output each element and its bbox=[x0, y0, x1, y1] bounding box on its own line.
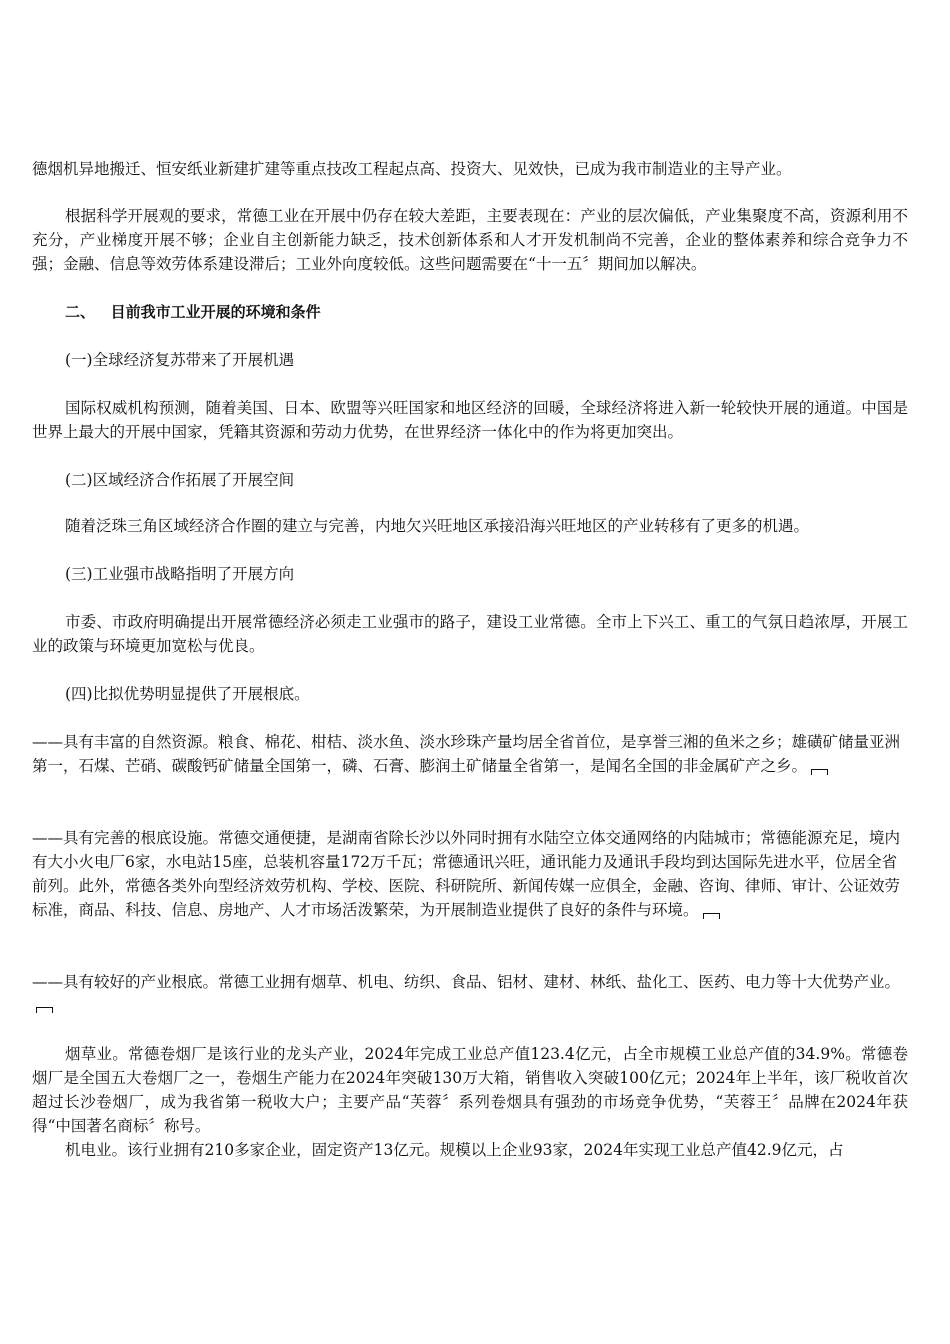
paragraph-industry-base bbox=[32, 970, 908, 1013]
bracket-mark bbox=[703, 913, 720, 919]
paragraph-regional-cooperation: 随着泛珠三角区域经济合作圈的建立与完善，内地欠兴旺地区承接沿海兴旺地区的产业转移有了更多的机遇。 bbox=[65, 517, 810, 535]
paragraph-industry-base-text: ——具有较好的产业根底。常德工业拥有烟草、机电、纺织、食品、铝材、建材、林纸、盐化工、医药、电力等十大优势产业。 bbox=[32, 973, 901, 991]
paragraph-machinery: 机电业。该行业拥有210多家企业，固定资产13亿元。规模以上企业93家，2024年实现工业总产值42.9亿元，占 bbox=[65, 1141, 844, 1159]
paragraph-continuation: 德烟机异地搬迁、恒安纸业新建扩建等重点技改工程起点高、投资大、见效快，已成为我市制造业的主导产业。 bbox=[32, 160, 792, 178]
paragraph-gap-analysis: 根据科学开展观的要求，常德工业在开展中仍存在较大差距，主要表现在：产业的层次偏低，产业集聚度不高，资源利用不充分，产业梯度开展不够；企业自主创新能力缺乏，技术创新体系和人才开发机制尚不完善，企业的整体素养和综合竞争力不强；金融、信息等效劳体系建设滞后；工业外向度较低。这些问题需要在“十一五〞期间加以解决。 bbox=[32, 207, 908, 273]
subheading-2: (二)区域经济合作拓展了开展空间 bbox=[65, 471, 295, 489]
subheading-1: (一)全球经济复苏带来了开展机遇 bbox=[65, 351, 295, 369]
paragraph-tobacco: 烟草业。常德卷烟厂是该行业的龙头产业，2024年完成工业总产值123.4亿元，占全市规模工业总产值的34.9%。常德卷烟厂是全国五大卷烟厂之一，卷烟生产能力在2024年突破130万大箱，销售收入突破100亿元；2024年上半年，该厂税收首次超过长沙卷烟厂，成为我省第一税收大户；主要产品“芙蓉〞系列卷烟具有强劲的市场竞争优势，“芙蓉王〞品牌在2024年获得“中国著名商标〞称号。 bbox=[32, 1045, 908, 1135]
paragraph-natural-resources bbox=[32, 730, 908, 778]
bracket-mark bbox=[36, 1007, 53, 1013]
paragraph-industrial-strategy: 市委、市政府明确提出开展常德经济必须走工业强市的路子，建设工业常德。全市上下兴工、重工的气氛日趋浓厚，开展工业的政策与环境更加宽松与优良。 bbox=[32, 613, 908, 655]
paragraph-infrastructure bbox=[32, 826, 908, 922]
paragraph-global-economy: 国际权威机构预测，随着美国、日本、欧盟等兴旺国家和地区经济的回暖，全球经济将进入新一轮较快开展的通道。中国是世界上最大的开展中国家，凭籍其资源和劳动力优势，在世界经济一体化中的作为将更加突出。 bbox=[32, 399, 908, 441]
subheading-4: (四)比拟优势明显提供了开展根底。 bbox=[65, 685, 310, 703]
paragraph-infrastructure-text: ——具有完善的根底设施。常德交通便捷，是湖南省除长沙以外同时拥有水陆空立体交通网络的内陆城市；常德能源充足，境内有大小火电厂6家，水电站15座，总装机容量172万千瓦；常德通讯兴旺，通讯能力及通讯手段均到达国际先进水平，位居全省前列。此外，常德各类外向型经济效劳机构、学校、医院、科研院所、新闻传媒一应俱全，金融、咨询、律师、审计、公证效劳标准，商品、科技、信息、房地产、人才市场活泼繁荣，为开展制造业提供了良好的条件与环境。 bbox=[32, 829, 901, 919]
bracket-mark bbox=[811, 769, 828, 775]
paragraph-natural-resources-text: ——具有丰富的自然资源。粮食、棉花、柑桔、淡水鱼、淡水珍珠产量均居全省首位，是享誉三湘的鱼米之乡；雄磺矿储量亚洲第一，石煤、芒硝、碳酸钙矿储量全国第一，磷、石膏、膨润土矿储量全省第一，是闻名全国的非金属矿产之乡。 bbox=[32, 733, 901, 775]
section-heading: 二、 目前我市工业开展的环境和条件 bbox=[65, 303, 321, 321]
subheading-3: (三)工业强市战略指明了开展方向 bbox=[65, 565, 295, 583]
